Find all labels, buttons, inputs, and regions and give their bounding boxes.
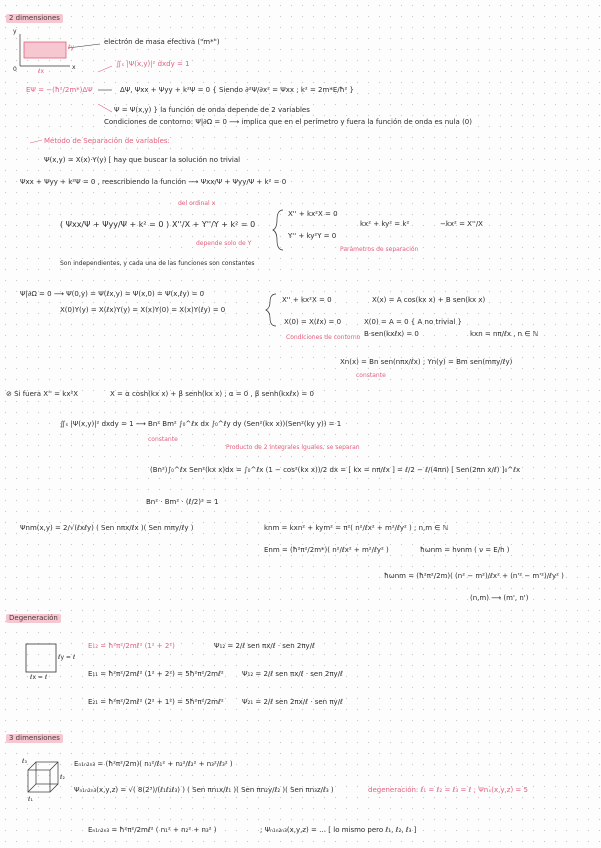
energy-3d-final: Eₙ₁ₙ₂ₙ₃ = ħ²π²/2mℓ² ( n₁² + n₂² + n₃² ) — [88, 826, 217, 834]
label-only-x: del ordinal x — [178, 200, 216, 207]
boundary-conditions: Condiciones de contorno: Ψ|∂Ω = 0 ⟶ implica que en el perímetro y fuera la función de onda es nula (0) — [104, 118, 472, 126]
section-heading-degeneracy: Degeneración — [6, 614, 61, 623]
box-label-3: ℓ₃ — [22, 758, 27, 765]
psi-21: Ψ₂₁ = 2/ℓ sen 2πx/ℓ · sen πy/ℓ — [242, 698, 343, 706]
box-label-2: ℓ₂ — [60, 774, 65, 781]
x-ode: X'' + kx²X = 0 — [282, 296, 332, 304]
helmholtz-equation: ΔΨ, Ψxx + Ψyy + k²Ψ = 0 { Siendo ∂²Ψ/∂x² = Ψxx ; k² = 2m*E/ħ² } — [120, 86, 354, 94]
origin-label: 0 — [13, 66, 17, 73]
k-sum: kx² + ky² = k² — [360, 220, 410, 228]
normalization-integral: ∬ₛ |Ψ(x,y)|² dxdy = 1 ⟶ Bn² Bm² ∫₀^ℓx dx ∫₀^ℓy dy (Sen²(kx x))(Sen²(ky y)) = 1 — [60, 420, 342, 428]
separation-rewrite: Ψxx + Ψyy + k²Ψ = 0 , reescribiendo la función ⟶ Ψxx/Ψ + Ψyy/Ψ + k² = 0 — [20, 178, 287, 186]
boundary-2: X(0)Y(y) = X(ℓx)Y(y) = X(x)Y(0) = X(x)Y(ℓy) = 0 — [60, 306, 226, 314]
frequency-relation: ħωnm = hνnm ( ν = E/h ) — [420, 546, 510, 554]
method-title: Método de Separación de variables: — [44, 137, 170, 145]
section-heading-2d: 2 dimensiones — [6, 14, 63, 23]
x-general-solution: X(x) = A cos(kx x) + B sen(kx x) — [372, 296, 486, 304]
psi-nm-final: Ψnm(x,y) = 2/√(ℓxℓy) ( Sen nπx/ℓx )( Sen mπy/ℓy ) — [20, 524, 194, 532]
degeneracy-3d-note: degeneración: ℓ₁ = ℓ₂ = ℓ₃ = ℓ ; Ψnₓ(x,y,z) = 5 — [368, 786, 528, 794]
boundary-note: Condiciones de contorno — [286, 334, 361, 341]
e-nm: Enm = (ħ²π²/2m*)( n²/ℓx² + m²/ℓy² ) — [264, 546, 389, 554]
x-boundary-2: B·sen(kxℓx) = 0 — [364, 330, 419, 338]
psi-12-b: Ψ₁₂ = 2/ℓ sen πx/ℓ · sen 2πy/ℓ — [242, 670, 343, 678]
ly-label: ℓy — [68, 44, 75, 51]
energy-11: E₁₁ = ħ²π²/2mℓ² (1² + 2²) = 5ħ²π²/2mℓ² — [88, 670, 224, 678]
particle-note: electrón de masa efectiva ("m*") — [104, 38, 220, 46]
separation-ansatz: Ψ(x,y) = X(x)·Y(y) [ hay que buscar la solución no trivial — [44, 156, 241, 164]
axis-x-label: x — [72, 64, 76, 71]
alt-case-lead: ⊘ Si fuera X'' = kx²X — [6, 390, 79, 398]
boundary-1: Ψ|∂Ω = 0 ⟶ Ψ(0,y) = Ψ(ℓx,y) = Ψ(x,0) = Ψ(x,ℓy) = 0 — [20, 290, 205, 298]
psi-3d: Ψₙ₁ₙ₂ₙ₃(x,y,z) = √( 8(2³)/(ℓ₁ℓ₂ℓ₃) ) ( Sen πn₁x/ℓ₁ )( Sen πn₂y/ℓ₂ )( Sen πn₃z/ℓ₃ ) — [74, 786, 334, 794]
constant-label: constante — [148, 436, 178, 443]
kx-definition: −kx² = X''/X — [440, 220, 483, 228]
normalization-condition: ∬ₛ |Ψ(x,y)|² dxdy = 1 — [116, 60, 190, 68]
lx-label: ℓx — [38, 68, 45, 75]
alt-case-solution: X = α cosh(kx x) + β senh(kx x) ; α = 0 , β senh(kxℓx) = 0 — [110, 390, 314, 398]
sin-squared-integral: (Bn²)∫₀^ℓx Sen²(kx x)dx = ∫₀^ℓx (1 − cos²(kx x))/2 dx = [ kx = nπ/ℓx ] = ℓ/2 − ℓ/(4πn) [ Sen(2πn x/ℓ) ]₀^ℓx — [150, 466, 521, 474]
k-nm: knm = kxn² + kym² = π²( n²/ℓx² + m²/ℓy² ) ; n,m ∈ ℕ — [264, 524, 449, 532]
psi-12: Ψ₁₂ = 2/ℓ sen πx/ℓ · sen 2πy/ℓ — [214, 642, 315, 650]
xn-yn-solution: Xn(x) = Bn sen(nπx/ℓx) ; Yn(y) = Bm sen(mπy/ℓy) — [340, 358, 513, 366]
psi-3d-final: ; Ψₙ₁ₙ₂ₙ₃(x,y,z) = … [ lo mismo pero ℓ₁, ℓ₂, ℓ₃ ] — [260, 826, 417, 834]
square-side-label: ℓy = ℓ — [58, 654, 76, 661]
x-boundary-result: X(0) = A = 0 { A no trivial } — [364, 318, 463, 326]
transition-pair: (n,m) ⟶ (m', n') — [470, 594, 529, 602]
frequency-difference: ħωnm = (ħ²π²/2m)( (n² − m²)/ℓx² + (n'² − m'²)/ℓy² ) — [384, 572, 564, 580]
separation-constants-label: Parámetros de separación — [340, 246, 419, 253]
system-eq-y: Y'' + ky²Y = 0 — [288, 232, 337, 240]
box-label-1: ℓ₁ — [28, 796, 33, 803]
constant-note: constante — [356, 372, 386, 379]
kx-quantization: kxn = nπ/ℓx , n ∈ ℕ — [470, 330, 539, 338]
label-independent: Son independientes, y cada una de las funciones son constantes — [60, 260, 255, 267]
product-integrals-label: Producto de 2 integrales iguales, se separan — [226, 444, 360, 451]
energy-12: E₁₂ = ħ²π²/2mℓ² (1² + 2²) — [88, 642, 175, 650]
energy-3d: Eₙ₁ₙ₂ₙ₃ = (ħ²π²/2m)( n₁²/ℓ₁² + n₂²/ℓ₂² + n₃²/ℓ₃² ) — [74, 760, 233, 768]
wave-function-note: Ψ = Ψ(x,y) } la función de onda depende de 2 variables — [114, 106, 310, 114]
system-eq-x: X'' + kx²X = 0 — [288, 210, 338, 218]
x-boundary: X(0) = X(ℓx) = 0 — [284, 318, 342, 326]
schrodinger-equation: EΨ = −(ħ²/2m*)ΔΨ — [26, 86, 93, 94]
separated-equation-left: ( Ψxx/Ψ + Ψyy/Ψ + k² = 0 ) — [60, 220, 170, 229]
energy-21: E₂₁ = ħ²π²/2mℓ² (2² + 1²) = 5ħ²π²/2mℓ² — [88, 698, 224, 706]
bn-normalization: Bn² · Bm² · (ℓ/2)² = 1 — [146, 498, 219, 506]
square-bottom-label: ℓx = ℓ — [30, 674, 48, 681]
section-heading-3d: 3 dimensiones — [6, 734, 63, 743]
separated-equation-right: X''/X + Y''/Y + k² = 0 — [172, 220, 256, 229]
axis-y-label: y — [13, 28, 17, 35]
label-only-y: depende solo de Y — [196, 240, 252, 247]
